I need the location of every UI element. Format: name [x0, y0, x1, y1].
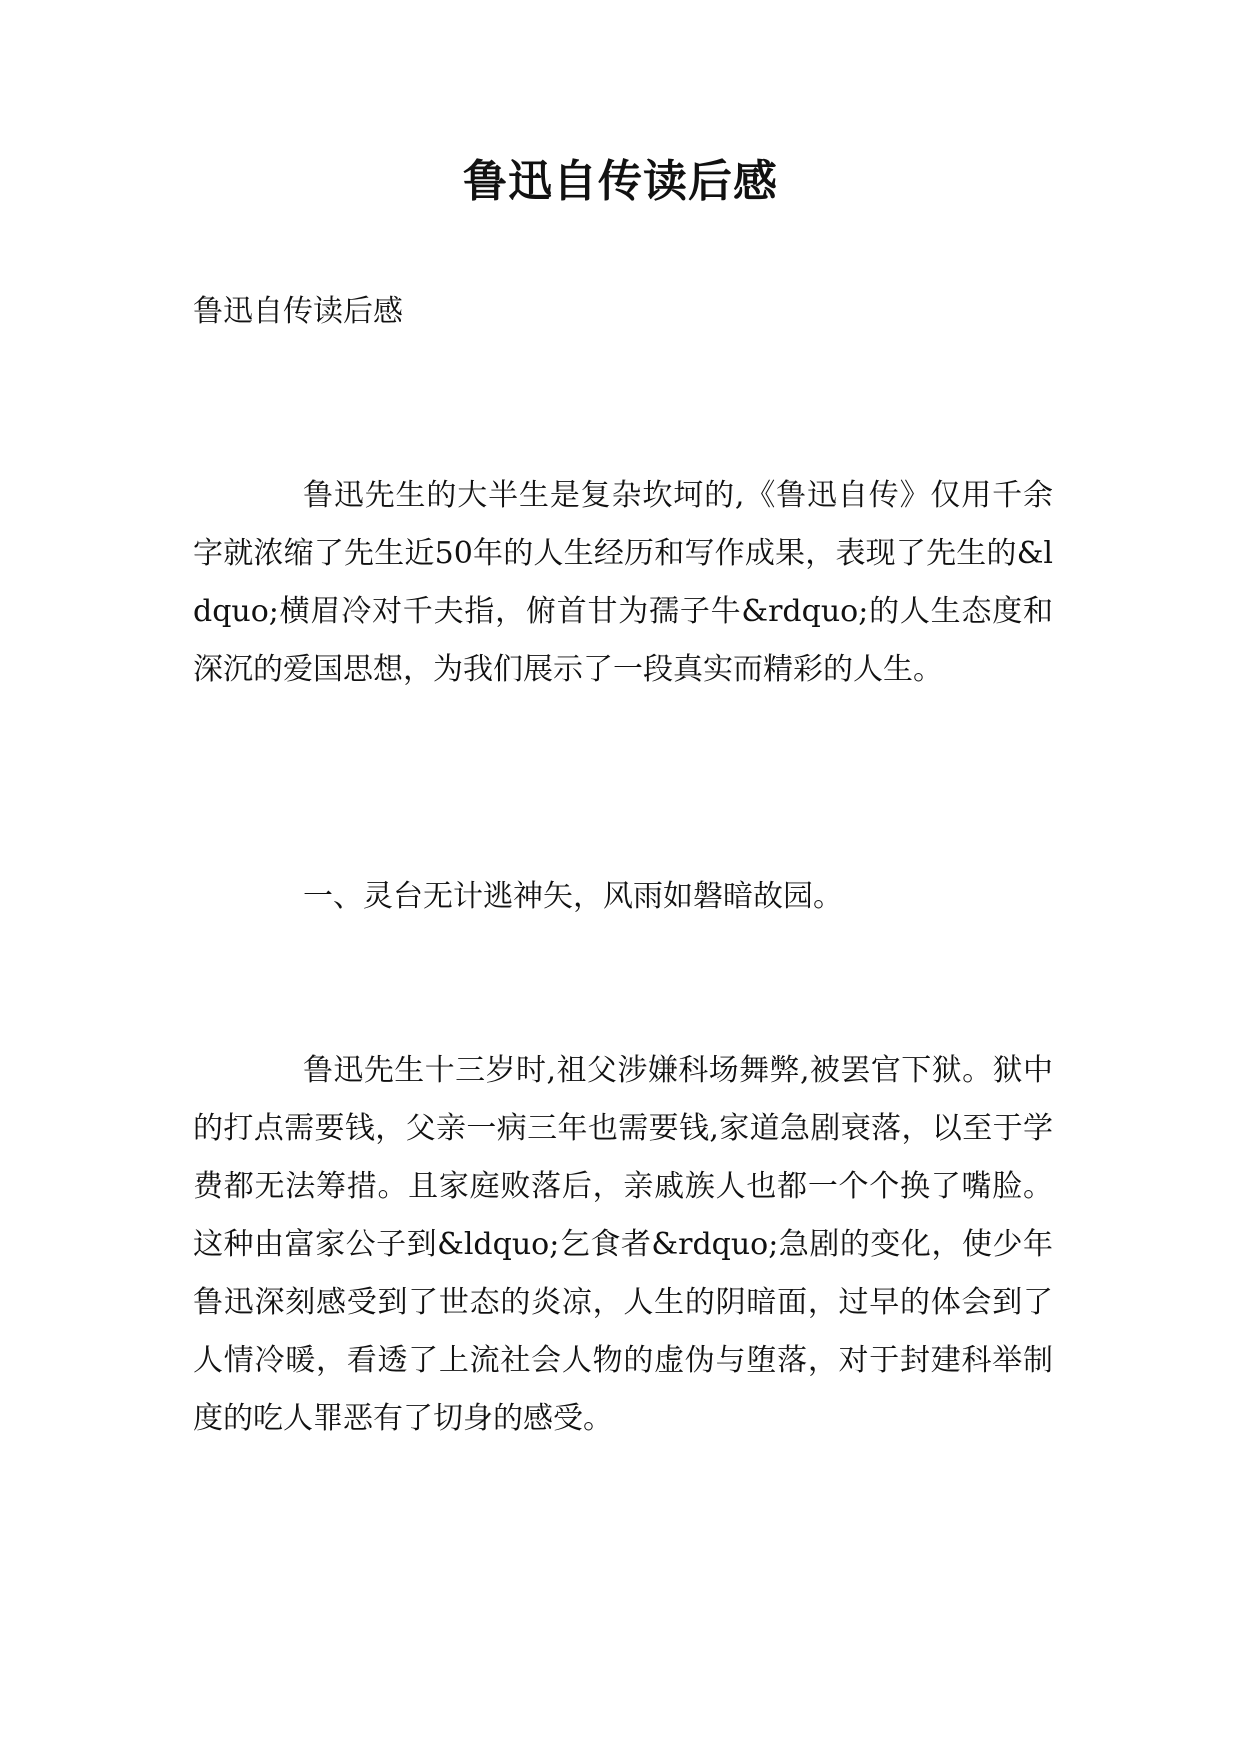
paragraph-childhood: 鲁迅先生十三岁时,祖父涉嫌科场舞弊,被罢官下狱。狱中的打点需要钱，父亲一病三年也需要钱,家道急剧衰落，以至于学费都无法筹措。且家庭败落后，亲戚族人也都一个个换了嘴脸。这种由富家公子到&ldquo;乞食者&rdquo;急剧的变化，使少年鲁迅深刻感受到了世态的炎凉，人生的阴暗面，过早的体会到了人情冷暖，看透了上流社会人物的虚伪与堕落，对于封建科举制度的吃人罪恶有了切身的感受。 — [193, 1053, 1053, 1436]
section-heading-one: 一、灵台无计逃神矢，风雨如磐暗故园。 — [303, 879, 843, 914]
document-title: 鲁迅自传读后感 — [463, 156, 778, 207]
document-subtitle: 鲁迅自传读后感 — [193, 294, 403, 329]
paragraph-intro: 鲁迅先生的大半生是复杂坎坷的,《鲁迅自传》仅用千余字就浓缩了先生近50年的人生经历和写作成果，表现了先生的&ldquo;横眉冷对千夫指，俯首甘为孺子牛&rdquo;的人生态度和深沉的爱国思想，为我们展示了一段真实而精彩的人生。 — [193, 478, 1053, 687]
